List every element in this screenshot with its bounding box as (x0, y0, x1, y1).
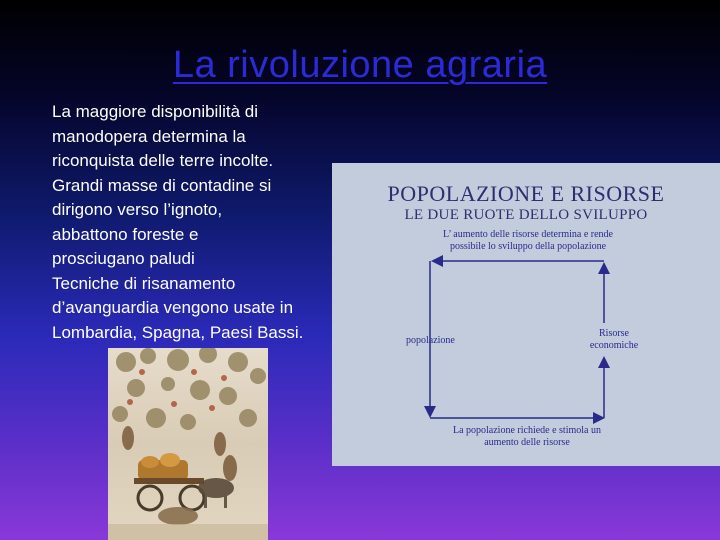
diagram-bottom-label-line1: La popolazione richiede e stimola un (452, 425, 601, 436)
body-line: abbattono foreste e (52, 224, 199, 244)
body-line: manodopera determina la (52, 126, 246, 146)
diagram-top-label-line2: possibile lo sviluppo della popolazione (449, 241, 607, 252)
diagram-cycle-arrows (332, 163, 720, 466)
body-line: prosciugano paludi (52, 249, 195, 268)
diagram-right-label-line2: economiche (589, 340, 639, 351)
diagram-left-label: popolazione (406, 335, 455, 346)
diagram-right-label-line1: Risorse (599, 328, 629, 339)
slide-body-text (52, 100, 342, 345)
body-line: d’avanguardia vengono usate in (52, 298, 294, 317)
slide-title: La rivoluzione agraria (172, 44, 548, 86)
mosaic-illustration (108, 348, 268, 540)
diagram-subtitle: LE DUE RUOTE DELLO SVILUPPO (404, 207, 648, 223)
diagram-panel (332, 163, 720, 466)
body-line: La maggiore disponibilità di (52, 102, 259, 121)
body-line: dirigono verso l’ignoto, (52, 200, 223, 219)
body-line: Tecniche di risanamento (52, 273, 236, 293)
diagram-title: POPOLAZIONE E RISORSE (387, 181, 665, 206)
mosaic-image (108, 348, 268, 540)
body-line: Grandi masse di contadine si (52, 175, 272, 195)
diagram-top-label-line1: L’ aumento delle risorse determina e rende (443, 229, 613, 240)
body-line: riconquista delle terre incolte. (52, 151, 274, 170)
diagram-bottom-label-line2: aumento delle risorse (484, 437, 570, 448)
body-line: Lombardia, Spagna, Paesi Bassi. (52, 322, 304, 342)
